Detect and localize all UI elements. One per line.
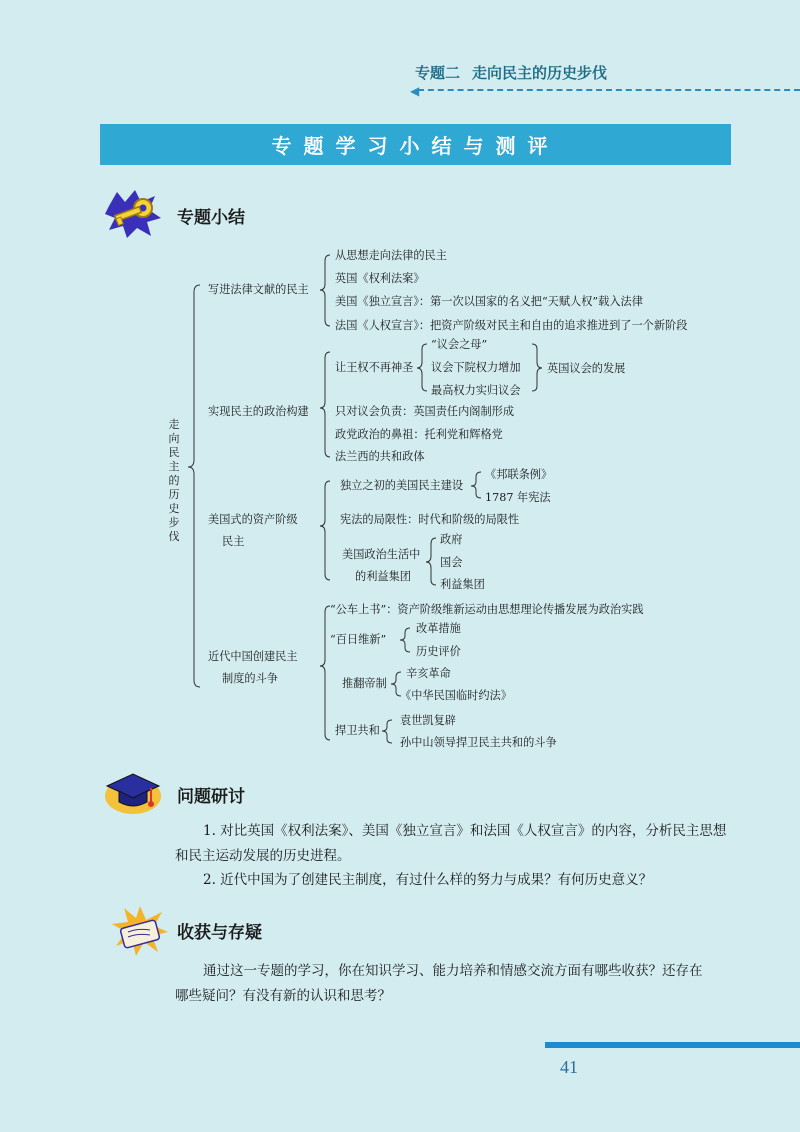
branch-item: 法兰西的共和政体 bbox=[335, 450, 425, 463]
sub-branch-label: 美国政治生活中 bbox=[342, 548, 421, 561]
sub-item: 袁世凯复辟 bbox=[400, 714, 456, 727]
sub-branch-label: 推翻帝制 bbox=[342, 677, 387, 690]
question-1-line-1: 1. 对比英国《权利法案》、美国《独立宣言》和法国《人权宣言》的内容，分析民主思想 bbox=[203, 823, 727, 839]
branch-item: 政党政治的鼻祖：托利党和辉格党 bbox=[335, 428, 503, 441]
footer-bar bbox=[545, 1042, 800, 1048]
question-2: 2. 近代中国为了创建民主制度，有过什么样的努力与成果？有何历史意义？ bbox=[203, 872, 653, 888]
branch-item: 美国《独立宣言》：第一次以国家的名义把“天赋人权”载入法律 bbox=[335, 295, 643, 308]
branch-item: 宪法的局限性：时代和阶级的局限性 bbox=[340, 513, 520, 526]
sub-branch-label: 的利益集团 bbox=[355, 570, 411, 583]
question-1-line-2: 和民主运动发展的历史进程。 bbox=[175, 848, 351, 864]
branch-item: 法国《人权宣言》：把资产阶级对民主和自由的追求推进到了一个新阶段 bbox=[335, 319, 688, 332]
scroll-icon bbox=[110, 906, 170, 956]
branch-label: 写进法律文献的民主 bbox=[208, 283, 309, 296]
sub-item: 政府 bbox=[440, 533, 463, 546]
reflection-line-1: 通过这一专题的学习，你在知识学习、能力培养和情感交流方面有哪些收获？还存在 bbox=[203, 963, 703, 979]
header-arrow-icon: ◀ bbox=[410, 84, 420, 98]
sub-item: “议会之母” bbox=[431, 338, 488, 351]
sub-item: 历史评价 bbox=[416, 645, 461, 658]
sub-item: 1787 年宪法 bbox=[485, 491, 551, 504]
sub-item: 辛亥革命 bbox=[406, 667, 451, 680]
sub-branch-label: 捍卫共和 bbox=[335, 724, 380, 737]
sub-item: 改革措施 bbox=[416, 622, 461, 635]
sub-branch-label: “百日维新” bbox=[330, 633, 387, 646]
branch-label: 美国式的资产阶级 bbox=[208, 513, 298, 526]
graduation-cap-icon bbox=[103, 768, 163, 818]
branch-label: 实现民主的政治构建 bbox=[208, 405, 309, 418]
reflection-line-2: 哪些疑问？有没有新的认识和思考？ bbox=[175, 988, 391, 1004]
branch-item: 英国《权利法案》 bbox=[335, 272, 425, 285]
sub-item: 《邦联条例》 bbox=[485, 468, 553, 481]
page-number: 41 bbox=[560, 1057, 578, 1077]
discussion-title: 问题研讨 bbox=[177, 787, 245, 807]
sub-branch-label: 让王权不再神圣 bbox=[335, 361, 414, 374]
branch-label: 近代中国创建民主 bbox=[208, 650, 298, 663]
chapter-label: 专题二 bbox=[415, 64, 461, 82]
mindmap-root: 走向民主的历史步伐 bbox=[168, 418, 180, 543]
branch-item: 只对议会负责：英国责任内阁制形成 bbox=[335, 405, 515, 418]
sub-item: 利益集团 bbox=[440, 578, 485, 591]
reflection-title: 收获与存疑 bbox=[177, 923, 262, 943]
sub-item: 最高权力实归议会 bbox=[431, 384, 521, 397]
sub-item: 国会 bbox=[440, 556, 463, 569]
summary-title: 专题小结 bbox=[177, 208, 245, 228]
sub-item: 孙中山领导捍卫民主共和的斗争 bbox=[400, 736, 557, 749]
branch-label: 民主 bbox=[222, 535, 245, 548]
sub-item: 《中华民国临时约法》 bbox=[400, 689, 512, 702]
branch-item: 从思想走向法律的民主 bbox=[335, 249, 447, 262]
sub-item: 议会下院权力增加 bbox=[431, 361, 521, 374]
branch-label: 制度的斗争 bbox=[222, 672, 278, 685]
sub-branch-label: 独立之初的美国民主建设 bbox=[340, 479, 464, 492]
chapter-title: 走向民主的历史步伐 bbox=[472, 64, 608, 82]
branch-item: “公车上书”：资产阶级维新运动由思想理论传播发展为政治实践 bbox=[330, 603, 644, 616]
banner-title: 专题学习小结与测评 bbox=[271, 134, 560, 158]
sub-result: 英国议会的发展 bbox=[547, 362, 626, 375]
